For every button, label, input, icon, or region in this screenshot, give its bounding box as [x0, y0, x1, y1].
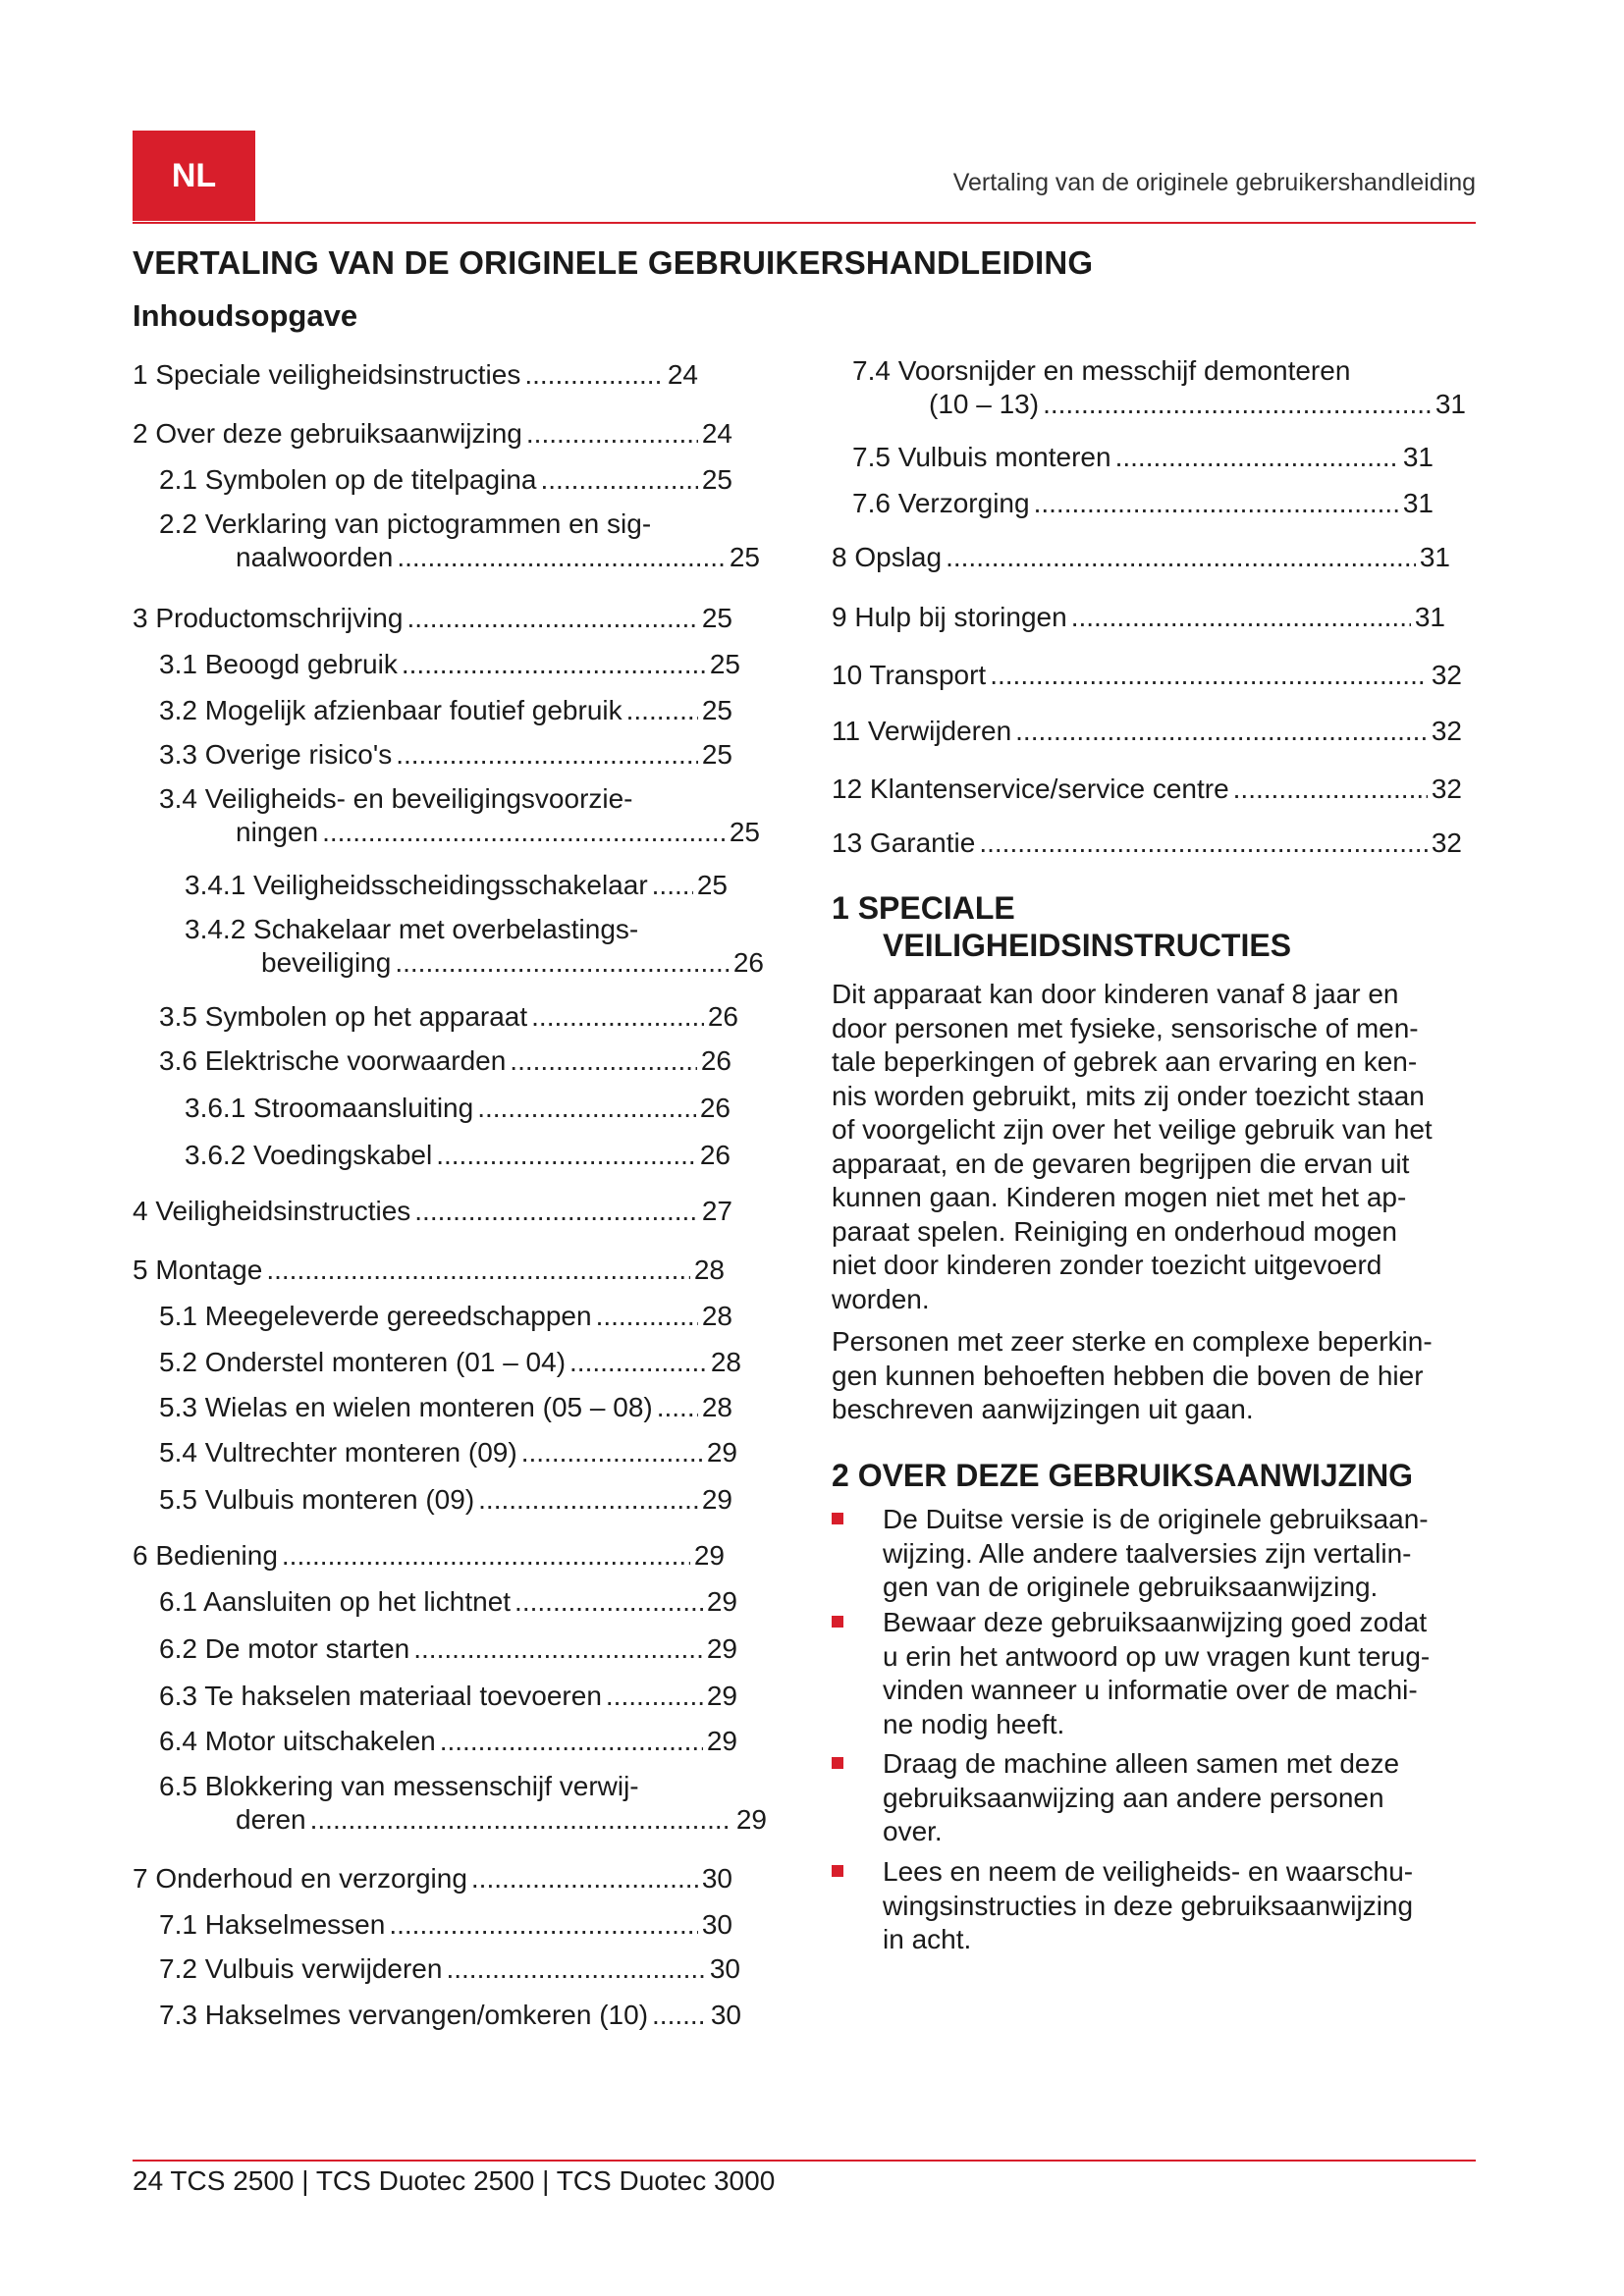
toc-entry-label: 3.4.2 Schakelaar met overbelastings-	[185, 914, 639, 944]
toc-entry-label: 7.3 Hakselmes vervangen/omkeren (10)	[159, 2000, 649, 2030]
toc-entry[interactable]	[832, 601, 1445, 634]
toc-page-number: 31	[1419, 542, 1450, 572]
toc-page-number: 25	[696, 870, 728, 900]
toc-page-number: 32	[1431, 774, 1462, 804]
toc-page-number: 24	[701, 418, 732, 449]
toc-leader-dots	[606, 1680, 703, 1713]
toc-entry-label: 6.1 Aansluiten op het lichtnet	[159, 1586, 512, 1617]
bullet-square-icon	[832, 1757, 843, 1769]
toc-leader-dots	[413, 1632, 703, 1666]
section-1-title-line1: 1 SPECIALE	[832, 890, 1015, 926]
bullet-line: Lees en neem de veiligheids- en waarschu-	[883, 1856, 1414, 1887]
toc-entry-label: 3.6 Elektrische voorwaarden	[159, 1045, 507, 1076]
paragraph-line: Personen met zeer sterke en complexe beperkin-	[832, 1326, 1433, 1357]
toc-page-number: 25	[701, 695, 732, 725]
toc-entry-label: 5 Montage	[133, 1255, 263, 1285]
toc-leader-dots	[1043, 388, 1432, 421]
toc-page-number: 29	[735, 1804, 767, 1835]
toc-leader-dots	[569, 1346, 707, 1379]
footer-rule	[133, 2160, 1476, 2162]
toc-entry[interactable]	[159, 1044, 731, 1078]
toc-page-number: 29	[706, 1633, 737, 1664]
toc-leader-dots	[531, 1000, 704, 1034]
bullet-line: gen van de originele gebruiksaanwijzing.	[883, 1572, 1379, 1602]
toc-entry-label: 5.1 Meegeleverde gereedschappen	[159, 1301, 592, 1331]
toc-page-number: 30	[710, 2000, 741, 2030]
toc-entry[interactable]	[133, 358, 698, 392]
toc-entry[interactable]	[852, 487, 1434, 520]
toc-entry[interactable]	[159, 1770, 767, 1837]
paragraph-line: gen kunnen behoeften hebben die boven de hier	[832, 1360, 1424, 1391]
toc-entry-label: 7.5 Vulbuis monteren	[852, 442, 1111, 472]
toc-entry[interactable]	[159, 507, 760, 574]
toc-entry-label: 3.4 Veiligheids- en beveiligingsvoorzie-	[159, 783, 633, 814]
toc-entry-label: 3.2 Mogelijk afzienbaar foutief gebruik	[159, 695, 623, 725]
toc-leader-dots	[436, 1139, 696, 1172]
toc-leader-dots	[626, 694, 698, 727]
toc-page-number: 25	[729, 542, 760, 572]
toc-page-number: 25	[729, 817, 760, 847]
toc-leader-dots	[1071, 601, 1411, 634]
toc-page-number: 29	[693, 1540, 725, 1571]
toc-leader-dots	[979, 827, 1428, 860]
toc-entry[interactable]	[159, 1483, 732, 1517]
toc-entry-label: 10 Transport	[832, 660, 987, 690]
toc-page-number: 32	[1431, 716, 1462, 746]
toc-entry[interactable]	[159, 1346, 741, 1379]
toc-page-number: 25	[701, 464, 732, 495]
toc-entry[interactable]	[133, 1195, 732, 1228]
toc-page-number: 28	[693, 1255, 725, 1285]
toc-page-number: 31	[1435, 389, 1466, 419]
bullet-square-icon	[832, 1865, 843, 1877]
paragraph-line: of voorgelicht zijn over het veilige gebruik van het	[832, 1114, 1433, 1145]
paragraph-line: nis worden gebruikt, mits zij onder toezicht staan	[832, 1080, 1425, 1111]
bullet-line: wingsinstructies in deze gebruiksaanwijzing	[883, 1890, 1414, 1921]
toc-entry[interactable]	[159, 1725, 737, 1758]
toc-leader-dots	[478, 1483, 698, 1517]
section-1-title-line2: VEILIGHEIDSINSTRUCTIES	[883, 928, 1292, 963]
toc-leader-dots	[1015, 715, 1428, 748]
toc-leader-dots	[526, 417, 698, 451]
toc-entry-label: 3.3 Overige risico's	[159, 739, 393, 770]
toc-entry[interactable]	[832, 773, 1462, 806]
toc-page-number: 26	[732, 947, 764, 978]
toc-entry-label: 5.4 Vultrechter monteren (09)	[159, 1437, 517, 1468]
toc-entry[interactable]	[159, 1680, 737, 1713]
toc-page-number: 29	[706, 1726, 737, 1756]
toc-page-number: 31	[1402, 488, 1434, 518]
toc-entry[interactable]	[159, 1952, 740, 1986]
toc-page-number: 30	[701, 1863, 732, 1894]
toc-page-number: 24	[667, 359, 698, 390]
paragraph-line: apparaat, en de gevaren begrijpen die ervan uit	[832, 1148, 1410, 1179]
toc-entry-label: 4 Veiligheidsinstructies	[133, 1196, 411, 1226]
toc-entry-label: 6.3 Te hakselen materiaal toevoeren	[159, 1681, 602, 1711]
toc-page-number: 26	[699, 1093, 731, 1123]
bullet-square-icon	[832, 1513, 843, 1524]
bullet-line: u erin het antwoord op uw vragen kunt terug-	[883, 1640, 1431, 1672]
toc-leader-dots	[1233, 773, 1428, 806]
toc-entry-label: 8 Opslag	[832, 542, 943, 572]
bullet-line: Bewaar deze gebruiksaanwijzing goed zodat	[883, 1607, 1428, 1637]
toc-entry-label-continued: ningen	[236, 817, 319, 847]
toc-entry-label: 6.5 Blokkering van messenschijf verwij-	[159, 1771, 639, 1801]
section-1-paragraph-1	[832, 978, 1480, 1316]
toc-leader-dots	[652, 1999, 707, 2032]
toc-page-number: 30	[709, 1953, 740, 1984]
toc-page-number: 28	[701, 1301, 732, 1331]
running-header-title: Vertaling van de originele gebruikershandleiding	[952, 169, 1476, 196]
toc-entry[interactable]	[159, 1300, 732, 1333]
document-title: VERTALING VAN DE ORIGINELE GEBRUIKERSHANDLEIDING	[133, 244, 1094, 281]
toc-leader-dots	[402, 648, 706, 681]
toc-leader-dots	[282, 1539, 690, 1573]
toc-entry[interactable]	[852, 354, 1466, 421]
toc-page-number: 31	[1414, 602, 1445, 632]
toc-leader-dots	[440, 1725, 703, 1758]
toc-entry[interactable]	[185, 1139, 731, 1172]
toc-entry-label: 3.5 Symbolen op het apparaat	[159, 1001, 528, 1032]
toc-entry-label: 9 Hulp bij storingen	[832, 602, 1067, 632]
header-rule	[133, 222, 1476, 224]
toc-leader-dots	[524, 358, 664, 392]
toc-entry[interactable]	[159, 463, 732, 497]
toc-page-number: 25	[709, 649, 740, 679]
toc-leader-dots	[414, 1195, 698, 1228]
toc-entry-label: 3 Productomschrijving	[133, 603, 404, 633]
toc-leader-dots	[1115, 441, 1399, 474]
toc-entry-label: 6.2 De motor starten	[159, 1633, 410, 1664]
toc-entry-label: 6 Bediening	[133, 1540, 278, 1571]
toc-entry-label: 3.6.2 Voedingskabel	[185, 1140, 433, 1170]
toc-page-number: 28	[701, 1392, 732, 1422]
toc-entry[interactable]	[832, 541, 1450, 574]
toc-entry[interactable]	[185, 1092, 731, 1125]
toc-entry[interactable]	[159, 782, 760, 849]
paragraph-line: beschreven aanwijzingen uit gaan.	[832, 1394, 1254, 1424]
toc-entry[interactable]	[185, 869, 728, 902]
toc-entry-label-continued: deren	[236, 1804, 306, 1835]
toc-entry[interactable]	[133, 417, 732, 451]
bullet-line: over.	[883, 1816, 943, 1846]
toc-entry[interactable]	[159, 1999, 741, 2032]
toc-leader-dots	[946, 541, 1416, 574]
toc-leader-dots	[541, 463, 698, 497]
bullet-line: wijzing. Alle andere taalversies zijn vertalin-	[883, 1537, 1412, 1569]
toc-entry-label: 2.1 Symbolen op de titelpagina	[159, 464, 537, 495]
toc-leader-dots	[266, 1254, 690, 1287]
toc-entry-label: 2 Over deze gebruiksaanwijzing	[133, 418, 522, 449]
toc-entry-label: 5.3 Wielas en wielen monteren (05 – 08)	[159, 1392, 653, 1422]
language-badge: NL	[133, 131, 255, 221]
toc-page-number: 25	[701, 739, 732, 770]
toc-leader-dots	[397, 541, 726, 574]
toc-entry[interactable]	[133, 1862, 732, 1896]
toc-entry[interactable]	[159, 1436, 737, 1469]
toc-page-number: 26	[707, 1001, 738, 1032]
toc-entry-label: 7.4 Voorsnijder en messchijf demonteren	[852, 355, 1351, 386]
toc-leader-dots	[310, 1803, 732, 1837]
toc-entry[interactable]	[159, 1632, 737, 1666]
bullet-line: vinden wanneer u informatie over de machi-	[883, 1675, 1418, 1705]
toc-entry-label: 2.2 Verklaring van pictogrammen en sig-	[159, 508, 652, 539]
toc-page-number: 25	[701, 603, 732, 633]
toc-page-number: 29	[706, 1586, 737, 1617]
toc-page-number: 32	[1431, 660, 1462, 690]
paragraph-line: door personen met fysieke, sensorische of men-	[832, 1012, 1419, 1043]
toc-page-number: 31	[1402, 442, 1434, 472]
toc-entry-label-continued: naalwoorden	[236, 542, 394, 572]
toc-entry[interactable]	[133, 1254, 725, 1287]
toc-page-number: 26	[699, 1140, 731, 1170]
section-1-paragraph-2	[832, 1325, 1480, 1427]
toc-entry[interactable]	[185, 913, 764, 980]
toc-leader-dots	[514, 1585, 703, 1619]
toc-leader-dots	[510, 1044, 697, 1078]
toc-leader-dots	[596, 1300, 698, 1333]
paragraph-line: kunnen gaan. Kinderen mogen niet met het ap-	[832, 1182, 1407, 1212]
toc-entry[interactable]	[159, 648, 740, 681]
paragraph-line: tale beperkingen of gebrek aan ervaring en ken-	[832, 1046, 1418, 1077]
toc-entry-label-continued: beveiliging	[261, 947, 392, 978]
toc-entry-label: 3.1 Beoogd gebruik	[159, 649, 398, 679]
paragraph-line: paraat spelen. Reiniging en onderhoud mogen	[832, 1215, 1397, 1247]
paragraph-line: Dit apparaat kan door kinderen vanaf 8 jaar en	[832, 979, 1399, 1009]
toc-entry-label: 5.5 Vulbuis monteren (09)	[159, 1484, 475, 1515]
toc-entry-label: 3.6.1 Stroomaansluiting	[185, 1093, 474, 1123]
toc-page-number: 26	[700, 1045, 731, 1076]
paragraph-line: niet door kinderen zonder toezicht uitgevoerd	[832, 1250, 1382, 1280]
toc-entry[interactable]	[159, 1391, 732, 1424]
toc-leader-dots	[1034, 487, 1399, 520]
toc-leader-dots	[322, 816, 726, 849]
toc-entry[interactable]	[159, 694, 732, 727]
paragraph-line: worden.	[832, 1283, 930, 1314]
toc-page-number: 28	[710, 1347, 741, 1377]
section-1-title	[832, 889, 1291, 964]
toc-entry[interactable]	[159, 1000, 738, 1034]
section-2-title: 2 OVER DEZE GEBRUIKSAANWIJZING	[832, 1458, 1414, 1493]
toc-heading: Inhoudsopgave	[133, 298, 358, 333]
toc-page-number: 32	[1431, 828, 1462, 858]
toc-entry-label: 3.4.1 Veiligheidsscheidingsschakelaar	[185, 870, 648, 900]
toc-leader-dots	[395, 946, 730, 980]
bullet-line: in acht.	[883, 1924, 972, 1954]
toc-leader-dots	[396, 738, 698, 772]
toc-entry-label-continued: (10 – 13)	[929, 389, 1040, 419]
toc-entry[interactable]	[159, 1908, 732, 1942]
toc-page-number: 29	[706, 1681, 737, 1711]
toc-entry-label: 1 Speciale veiligheidsinstructies	[133, 359, 521, 390]
toc-entry-label: 7.6 Verzorging	[852, 488, 1030, 518]
bullet-line: Draag de machine alleen samen met deze	[883, 1748, 1400, 1779]
toc-entry[interactable]	[852, 441, 1434, 474]
toc-leader-dots	[990, 659, 1428, 692]
toc-leader-dots	[389, 1908, 698, 1942]
toc-entry[interactable]	[133, 1539, 725, 1573]
toc-page-number: 27	[701, 1196, 732, 1226]
toc-entry-label: 7.2 Vulbuis verwijderen	[159, 1953, 443, 1984]
toc-leader-dots	[406, 602, 697, 635]
toc-page-number: 29	[701, 1484, 732, 1515]
toc-leader-dots	[652, 869, 693, 902]
toc-entry[interactable]	[832, 827, 1462, 860]
toc-leader-dots	[471, 1862, 698, 1896]
toc-entry-label: 5.2 Onderstel monteren (01 – 04)	[159, 1347, 567, 1377]
toc-page-number: 30	[701, 1909, 732, 1940]
bullet-line: De Duitse versie is de originele gebruiksaan-	[883, 1504, 1429, 1534]
toc-entry-label: 13 Garantie	[832, 828, 976, 858]
bullet-line: gebruiksaanwijzing aan andere personen	[883, 1782, 1384, 1813]
bullet-line: ne nodig heeft.	[883, 1708, 1065, 1739]
toc-entry[interactable]	[832, 659, 1462, 692]
toc-entry-label: 11 Verwijderen	[832, 716, 1012, 746]
toc-entry-label: 12 Klantenservice/service centre	[832, 774, 1229, 804]
toc-leader-dots	[477, 1092, 696, 1125]
toc-entry[interactable]	[159, 1585, 737, 1619]
toc-leader-dots	[446, 1952, 705, 1986]
toc-entry-label: 7 Onderhoud en verzorging	[133, 1863, 467, 1894]
toc-leader-dots	[657, 1391, 698, 1424]
toc-entry[interactable]	[133, 602, 732, 635]
toc-page-number: 29	[706, 1437, 737, 1468]
toc-entry-label: 6.4 Motor uitschakelen	[159, 1726, 436, 1756]
toc-leader-dots	[521, 1436, 703, 1469]
bullet-square-icon	[832, 1616, 843, 1628]
toc-entry-label: 7.1 Hakselmessen	[159, 1909, 386, 1940]
toc-entry[interactable]	[159, 738, 732, 772]
toc-entry[interactable]	[832, 715, 1462, 748]
page-footer: 24 TCS 2500 | TCS Duotec 2500 | TCS Duotec 3000	[133, 2165, 776, 2196]
